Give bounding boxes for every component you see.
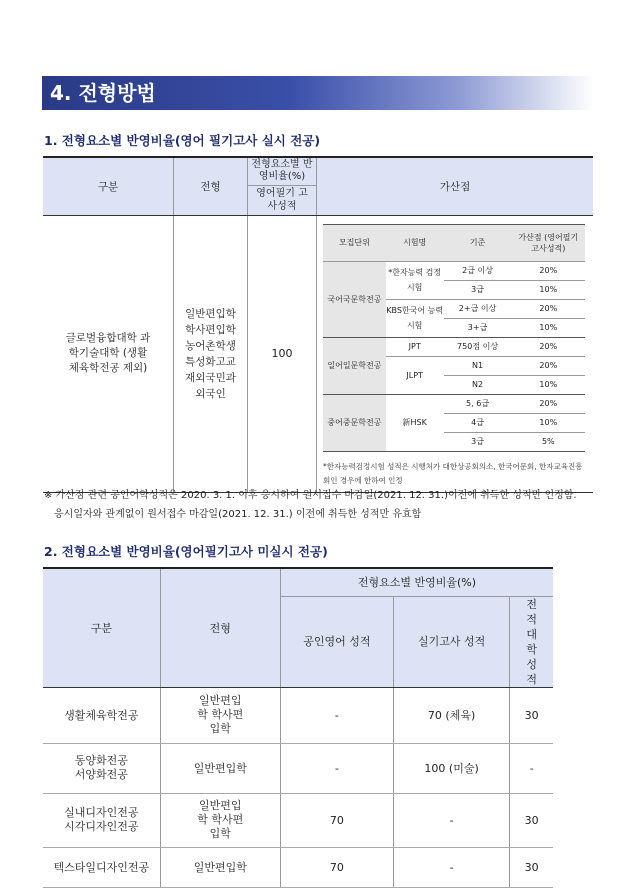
t2-type: 일반편입학 bbox=[160, 847, 280, 887]
inner-h-criteria: 기준 bbox=[444, 224, 512, 261]
t2-div: 텍스타일디자인전공 bbox=[43, 847, 160, 887]
t2-h-div: 구분 bbox=[43, 568, 160, 687]
table-1 bbox=[43, 156, 593, 493]
inner-bonus: 5% bbox=[512, 432, 585, 451]
sub1-title: 1. 전형요소별 반영비율(영어 필기고사 실시 전공) bbox=[44, 133, 321, 148]
inner-unit-korean: 국어국문학전공 bbox=[323, 261, 386, 337]
inner-bonus: 10% bbox=[512, 375, 585, 394]
inner-h-bonus: 가산점 (영어필기 고사성적) bbox=[512, 224, 585, 261]
t2-c1: - bbox=[280, 687, 393, 743]
t2-c2: 100 (미술) bbox=[393, 743, 510, 793]
inner-bonus: 20% bbox=[512, 394, 585, 413]
inner-criteria: 5, 6급 bbox=[444, 394, 512, 413]
inner-criteria: 750점 이상 bbox=[444, 337, 512, 356]
t2-c2: 70 (체육) bbox=[393, 687, 510, 743]
t2-c2: - bbox=[393, 793, 510, 847]
t1-h-div: 구분 bbox=[43, 157, 174, 215]
table-row bbox=[43, 687, 553, 743]
table-row bbox=[43, 793, 553, 847]
sub2-title: 2. 전형요소별 반영비율(영어필기고사 미실시 전공) bbox=[44, 544, 328, 559]
bonus-table bbox=[323, 224, 585, 452]
inner-exam-hsk: 新HSK bbox=[386, 394, 444, 451]
t2-type: 일반편입학 bbox=[160, 743, 280, 793]
t2-div: 실내디자인전공 시각디자인전공 bbox=[43, 793, 160, 847]
t1-h-eng: 영어필기 고사성적 bbox=[248, 185, 317, 215]
t2-h-type: 전형 bbox=[160, 568, 280, 687]
inner-bonus: 10% bbox=[512, 280, 585, 299]
t2-type: 일반편입학 학사편입학 bbox=[160, 793, 280, 847]
t1-h-ratio: 전형요소별 반영비율(%) bbox=[248, 157, 317, 185]
t2-div: 생활체육학전공 bbox=[43, 687, 160, 743]
inner-exam-hanja: *한자능력 검정시험 bbox=[386, 261, 444, 299]
inner-bonus: 10% bbox=[512, 413, 585, 432]
inner-unit-japanese: 일어일문학전공 bbox=[323, 337, 386, 394]
section-title: 4. 전형방법 bbox=[42, 76, 594, 110]
inner-note: *한자능력검정시험 성적은 시행처가 대한상공회의소, 한국어문회, 한자교육진흥회인 경우에 한하여 인정 bbox=[323, 461, 583, 485]
inner-exam-jlpt: JLPT bbox=[386, 356, 444, 394]
inner-criteria: 4급 bbox=[444, 413, 512, 432]
inner-bonus: 20% bbox=[512, 261, 585, 280]
note-line-1: ※ 가산점 관련 공인어학성적은 2020. 3. 1. 이후 응시하여 원서접수 마감일(2021. 12. 31.)이전에 취득한 성적만 인정함. bbox=[44, 490, 577, 501]
inner-criteria: N2 bbox=[444, 375, 512, 394]
inner-bonus: 20% bbox=[512, 337, 585, 356]
t2-h-c3: 전적대학 성적 bbox=[510, 596, 553, 687]
t2-div: 동양화전공 서양화전공 bbox=[43, 743, 160, 793]
inner-exam-jpt: JPT bbox=[386, 337, 444, 356]
inner-exam-kbs: KBS한국어 능력시험 bbox=[386, 299, 444, 337]
t1-h-type: 전형 bbox=[174, 157, 248, 215]
inner-bonus: 20% bbox=[512, 356, 585, 375]
t2-c1: 70 bbox=[280, 847, 393, 887]
inner-unit-chinese: 중어중문학전공 bbox=[323, 394, 386, 451]
t1-value: 100 bbox=[248, 215, 317, 492]
inner-bonus: 20% bbox=[512, 299, 585, 318]
table-row bbox=[43, 847, 553, 887]
t1-h-bonus: 가산점 bbox=[317, 157, 594, 215]
t2-h-c2: 실기고사 성적 bbox=[393, 596, 510, 687]
inner-criteria: N1 bbox=[444, 356, 512, 375]
t2-h-c1: 공인영어 성적 bbox=[280, 596, 393, 687]
inner-h-exam: 시험명 bbox=[386, 224, 444, 261]
inner-criteria: 3급 bbox=[444, 280, 512, 299]
t2-c2: - bbox=[393, 847, 510, 887]
note-line-2: 응시일자와 관계없이 원서접수 마감일(2021. 12. 31.) 이전에 취득한 성적만 유효함 bbox=[54, 509, 422, 520]
t2-c3: - bbox=[510, 743, 553, 793]
inner-h-unit: 모집단위 bbox=[323, 224, 386, 261]
inner-criteria: 3+급 bbox=[444, 318, 512, 337]
t1-types: 일반편입학 학사편입학 농어촌학생 특성화고교 재외국민과 외국인 bbox=[174, 215, 248, 492]
t2-c3: 30 bbox=[510, 847, 553, 887]
inner-criteria: 3급 bbox=[444, 432, 512, 451]
t1-bonus-cell bbox=[317, 215, 594, 492]
t2-c3: 30 bbox=[510, 687, 553, 743]
t2-c1: 70 bbox=[280, 793, 393, 847]
table-row bbox=[43, 743, 553, 793]
t1-college: 글로벌융합대학 과학기술대학 (생활체육학전공 제외) bbox=[43, 215, 174, 492]
inner-criteria: 2+급 이상 bbox=[444, 299, 512, 318]
t2-type: 일반편입학 학사편입학 bbox=[160, 687, 280, 743]
table-2 bbox=[43, 567, 553, 888]
t2-c1: - bbox=[280, 743, 393, 793]
inner-bonus: 10% bbox=[512, 318, 585, 337]
t2-h-ratio: 전형요소별 반영비율(%) bbox=[280, 568, 553, 596]
inner-criteria: 2급 이상 bbox=[444, 261, 512, 280]
t2-c3: 30 bbox=[510, 793, 553, 847]
